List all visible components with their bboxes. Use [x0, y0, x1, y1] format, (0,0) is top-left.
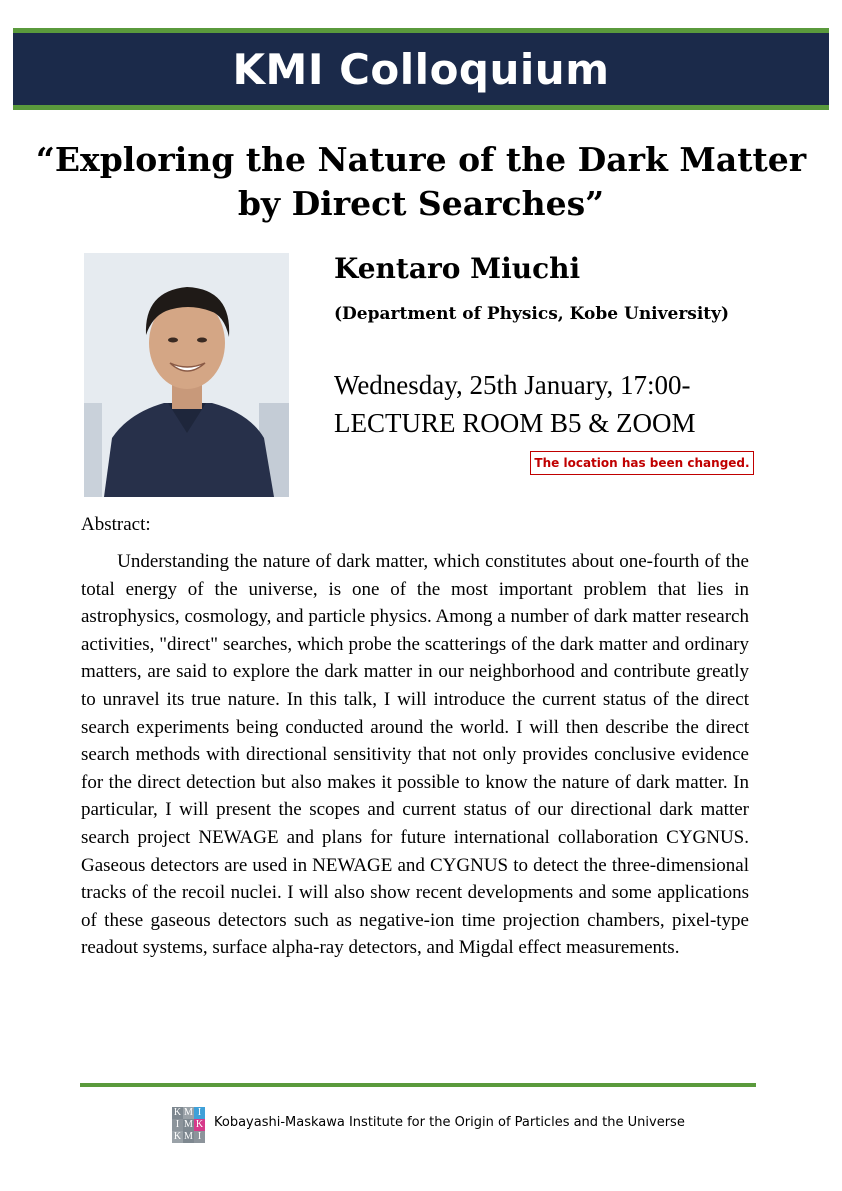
logo-cell: M	[184, 1131, 193, 1142]
institute-name: Kobayashi-Maskawa Institute for the Origin of Particles and the Universe	[214, 1115, 685, 1130]
footer-divider	[80, 1083, 756, 1087]
logo-cell: K	[195, 1119, 204, 1130]
speaker-photo	[84, 253, 289, 497]
logo-cell: I	[172, 1119, 183, 1131]
abstract-body: Understanding the nature of dark matter, which constitutes about one-fourth of the total energy of the universe, is one of the most important problem that lies in astrophysics, cosmology, and particle physics. Among a number of dark matter research activities, "direct" searches, which probe the scatterings of the dark matter and ordinary matters, are said to explore the dark matter in our neighborhood and contribute greatly to unravel its true nature. In this talk, I will introduce the current status of the direct search experiments being conducted around the world. I will then describe the direct search methods with directional sensitivity that not only provides conclusive evidence for the direct detection but also makes it possible to know the nature of dark matter. In particular, I will present the scopes and current status of our directional dark matter search project NEWAGE and plans for future international collaboration CYGNUS. Gaseous detectors are used in NEWAGE and CYGNUS to detect the three-dimensional tracks of the recoil nuclei. I will also show recent developments and some applications of these gaseous detectors such as negative-ion time projection chambers, pixel-type readout systems, surface alpha-ray detectors, and Migdal effect measurements.	[81, 551, 749, 959]
banner-title: KMI Colloquium	[232, 44, 610, 94]
speaker-affiliation: (Department of Physics, Kobe University)	[334, 304, 730, 324]
logo-cell: M	[184, 1119, 193, 1130]
logo-cell: I	[194, 1107, 205, 1119]
logo-cell: K	[173, 1131, 182, 1142]
kmi-logo	[172, 1107, 205, 1143]
talk-title	[30, 138, 812, 226]
logo-cell: K	[173, 1107, 182, 1118]
logo-cell: M	[184, 1107, 193, 1118]
speaker-photo-illustration	[84, 253, 289, 497]
event-date-time: Wednesday, 25th January, 17:00-	[334, 370, 691, 400]
logo-cell: I	[194, 1131, 205, 1143]
header-banner	[13, 28, 829, 110]
abstract-heading: Abstract:	[81, 514, 151, 535]
event-location: LECTURE ROOM B5 & ZOOM	[334, 408, 696, 438]
talk-title-line2: by Direct Searches”	[237, 184, 605, 223]
location-change-notice: The location has been changed.	[530, 451, 754, 475]
speaker-name: Kentaro Miuchi	[334, 252, 581, 285]
talk-title-line1: “Exploring the Nature of the Dark Matter	[35, 140, 807, 179]
